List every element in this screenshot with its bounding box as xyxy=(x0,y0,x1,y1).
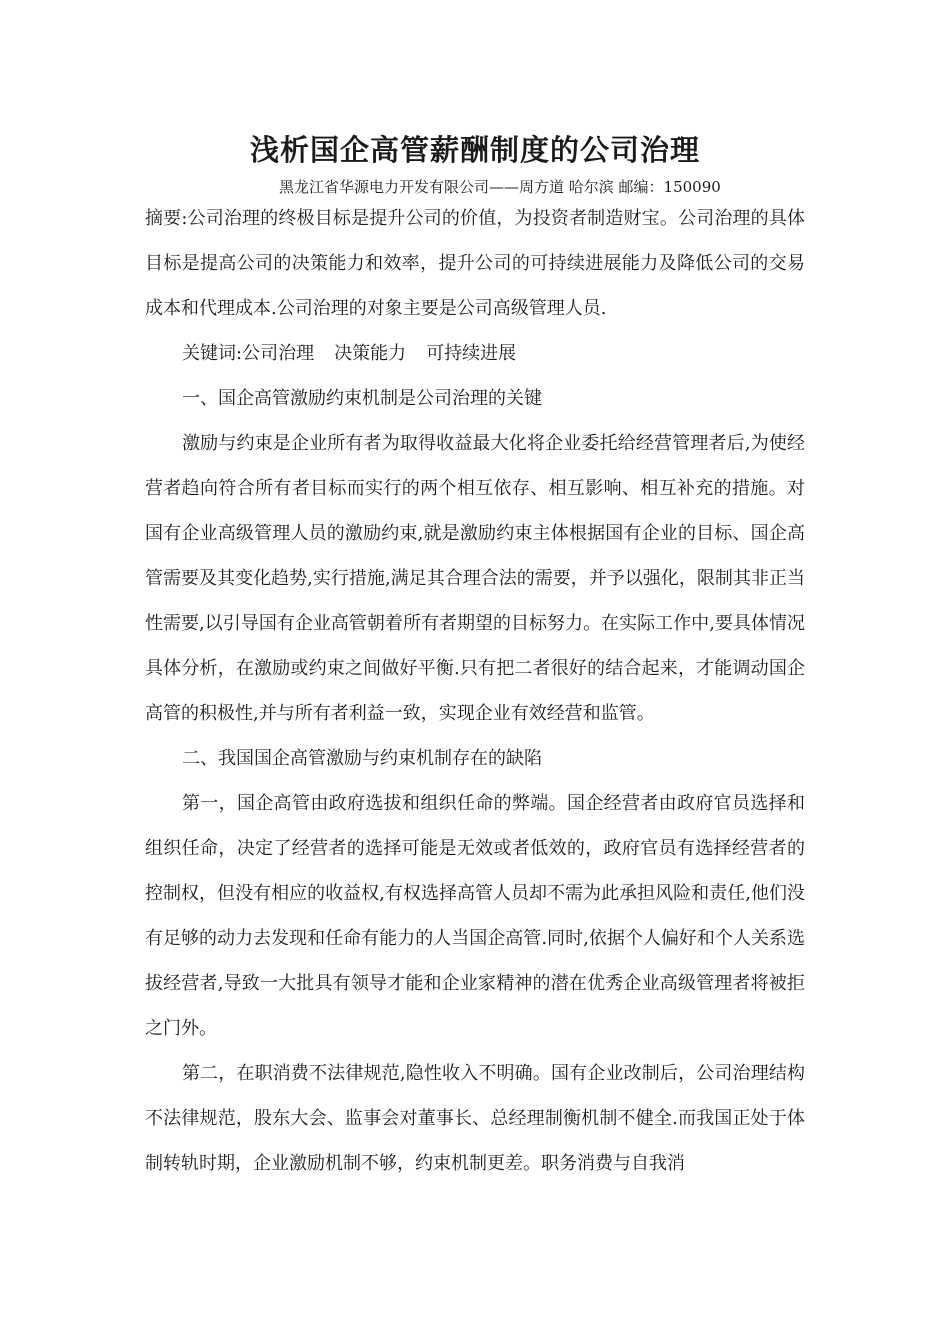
keyword-term: 公司治理 xyxy=(242,343,315,364)
keywords-label: 关键词: xyxy=(182,343,243,364)
abstract-paragraph: 摘要:公司治理的终极目标是提升公司的价值，为投资者制造财宝。公司治理的具体目标是提高公司的决策能力和效率，提升公司的可持续进展能力及降低公司的交易成本和代理成本.公司治理的对象主要是公司高级管理人员. xyxy=(145,208,805,319)
body-paragraph: 第一，国企高管由政府选拔和组织任命的弊端。国企经营者由政府官员选择和组织任命，决定了经营者的选择可能是无效或者低效的，政府官员有选择经营者的控制权，但没有相应的收益权,有权选择高管人员却不需为此承担风险和责任,他们没有足够的动力去发现和任命有能力的人当国企高管.同时,依据个人偏好和个人关系选拔经营者,导致一大批具有领导才能和企业家精神的潜在优秀企业高级管理者将被拒之门外。 xyxy=(145,793,805,1039)
document-body xyxy=(145,196,805,1186)
body-paragraph: 激励与约束是企业所有者为取得收益最大化将企业委托给经营管理者后,为使经营者趋向符合所有者目标而实行的两个相互依存、相互影响、相互补充的措施。对国有企业高级管理人员的激励约束,就是激励约束主体根据国有企业的目标、国企高管需要及其变化趋势,实行措施,满足其合理合法的需要，并予以强化，限制其非正当性需要,以引导国有企业高管朝着所有者期望的目标努力。在实际工作中,要具体情况具体分析，在激励或约束之间做好平衡.只有把二者很好的结合起来，才能调动国企高管的积极性,并与所有者利益一致，实现企业有效经营和监管。 xyxy=(145,433,805,724)
document-title: 浅析国企高管薪酬制度的公司治理 xyxy=(249,133,700,167)
keyword-term: 可持续进展 xyxy=(426,343,517,364)
keywords-line xyxy=(145,331,805,376)
section-heading: 二、我国国企高管激励与约束机制存在的缺陷 xyxy=(182,748,542,769)
keyword-term: 决策能力 xyxy=(334,343,407,364)
body-paragraph: 第二，在职消费不法律规范,隐性收入不明确。国有企业改制后，公司治理结构不法律规范，股东大会、监事会对董事长、总经理制衡机制不健全.而我国正处于体制转轨时期，企业激励机制不够，约束机制更差。职务消费与自我消 xyxy=(145,1063,805,1174)
author-byline: 黑龙江省华源电力开发有限公司——周方道 哈尔滨 邮编：150090 xyxy=(279,178,721,196)
section-heading: 一、国企高管激励约束机制是公司治理的关键 xyxy=(182,388,542,409)
